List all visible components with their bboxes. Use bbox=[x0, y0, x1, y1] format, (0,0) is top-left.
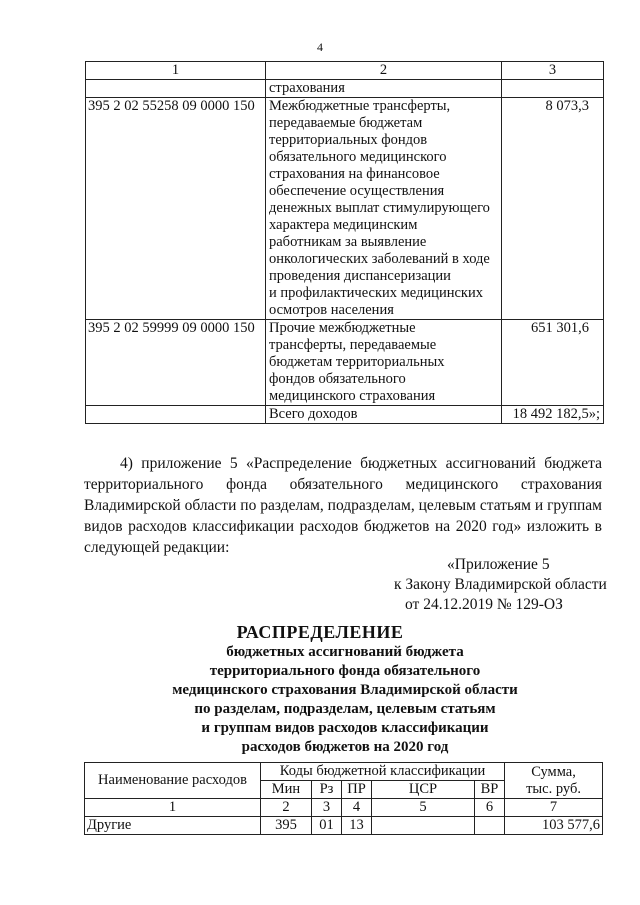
page-number: 4 bbox=[317, 40, 323, 54]
expense-min: 395 bbox=[261, 817, 312, 835]
col-index: 5 bbox=[372, 799, 475, 817]
budget-code: 395 2 02 55258 09 0000 150 bbox=[86, 98, 266, 320]
expense-sum: 103 577,6 bbox=[505, 817, 603, 835]
col-vr: ВР bbox=[475, 781, 505, 799]
revenue-table bbox=[85, 61, 604, 424]
table-row bbox=[85, 817, 603, 835]
col-sum: Сумма, тыс. руб. bbox=[505, 763, 603, 799]
expenditure-header-row bbox=[85, 763, 603, 781]
revenue-name: страхования bbox=[266, 80, 502, 98]
total-amount: 18 492 182,5»; bbox=[502, 406, 604, 424]
total-code bbox=[86, 406, 266, 424]
document-title: РАСПРЕДЕЛЕНИЕ bbox=[236, 622, 404, 642]
appendix-date: от 24.12.2019 № 129-ОЗ bbox=[405, 596, 563, 613]
revenue-name: Прочие межбюджетные трансферты, передаваемые бюджетам территориальных фондов обязательного медицинского страхования bbox=[266, 320, 502, 406]
col-index: 3 bbox=[312, 799, 342, 817]
col-budget-codes: Коды бюджетной классификации bbox=[261, 763, 505, 781]
col-num-2: 2 bbox=[266, 62, 502, 80]
table-row bbox=[86, 80, 604, 98]
budget-code: 395 2 02 59999 09 0000 150 bbox=[86, 320, 266, 406]
revenue-amount bbox=[502, 80, 604, 98]
col-index: 2 bbox=[261, 799, 312, 817]
col-num-1: 1 bbox=[86, 62, 266, 80]
expense-name: Другие bbox=[85, 817, 261, 835]
appendix-heading: «Приложение 5 bbox=[447, 556, 550, 573]
col-expense-name: Наименование расходов bbox=[85, 763, 261, 799]
document-subtitle: бюджетных ассигнований бюджета территориального фонда обязательного медицинского страхования Владимирской области по разделам, подразделам, целевым статьям и группам видов расходов классификации расходов бюджетов на 2020 год bbox=[172, 644, 518, 755]
amendment-paragraph: 4) приложение 5 «Распределение бюджетных ассигнований бюджета территориального фонда обязательного медицинского страхования Владимирской области по разделам, подразделам, целевым статьям и группам видов расходов классификации расходов бюджетов на 2020 год» изложить в следующей редакции: bbox=[84, 455, 602, 556]
revenue-amount: 651 301,6 bbox=[502, 320, 604, 406]
expense-csr bbox=[372, 817, 475, 835]
expenditure-number-row bbox=[85, 799, 603, 817]
budget-code bbox=[86, 80, 266, 98]
col-index: 4 bbox=[342, 799, 372, 817]
expenditure-table bbox=[84, 762, 603, 835]
expense-vr bbox=[475, 817, 505, 835]
table-row bbox=[86, 320, 604, 406]
total-label: Всего доходов bbox=[266, 406, 502, 424]
col-pr: ПР bbox=[342, 781, 372, 799]
expense-pr: 13 bbox=[342, 817, 372, 835]
col-index: 1 bbox=[85, 799, 261, 817]
col-rz: Рз bbox=[312, 781, 342, 799]
col-csr: ЦСР bbox=[372, 781, 475, 799]
col-index: 7 bbox=[505, 799, 603, 817]
revenue-table-header bbox=[86, 62, 604, 80]
col-min: Мин bbox=[261, 781, 312, 799]
col-num-3: 3 bbox=[502, 62, 604, 80]
revenue-amount: 8 073,3 bbox=[502, 98, 604, 320]
revenue-name: Межбюджетные трансферты, передаваемые бюджетам территориальных фондов обязательного медицинского страхования на финансовое обеспечение осуществления денежных выплат стимулирующего характера медицинским работникам за выявление онкологических заболеваний в ходе проведения диспансеризации и профилактических медицинских осмотров населения bbox=[266, 98, 502, 320]
expense-rz: 01 bbox=[312, 817, 342, 835]
appendix-law: к Закону Владимирской области bbox=[394, 576, 607, 593]
table-row bbox=[86, 98, 604, 320]
total-row bbox=[86, 406, 604, 424]
col-index: 6 bbox=[475, 799, 505, 817]
